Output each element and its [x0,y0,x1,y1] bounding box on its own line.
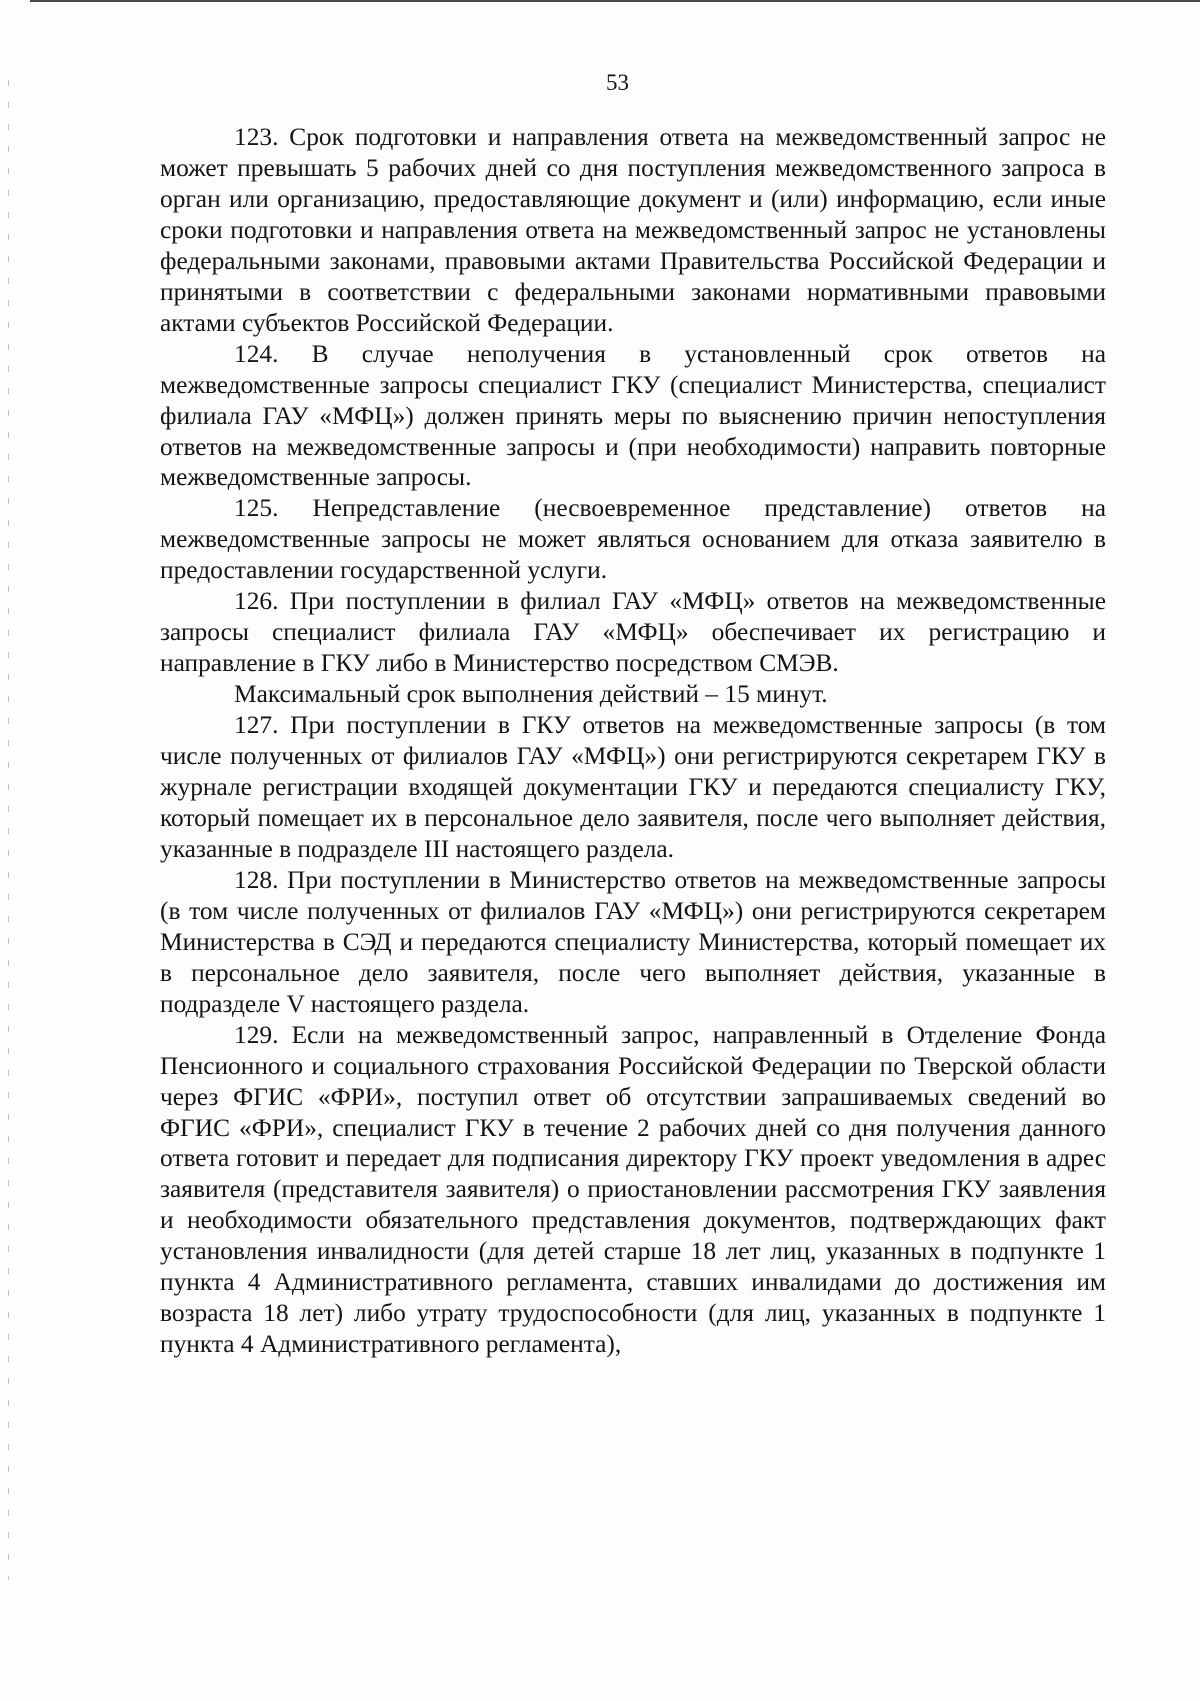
paragraph-max-time: Максимальный срок выполнения действий – 15 минут. [234,680,828,709]
paragraph-128: 128. При поступлении в Министерство ответов на межведомственные запросы (в том числе полученных от филиалов ГАУ «МФЦ») они регистрируются секретарем Министерства в СЭД и передаются специалисту Министерства, который помещает их в персональное дело заявителя, после чего выполняет действия, указанные в подразделе V настоящего раздела. [160,865,1106,1018]
paragraph-124: 124. В случае неполучения в установленный срок ответов на межведомственные запросы специалист ГКУ (специалист Министерства, специалист филиала ГАУ «МФЦ») должен принять меры по выяснению причин непоступления ответов на межведомственные запросы и (при необходимости) направить повторные межведомственные запросы. [160,339,1106,492]
document-body [160,122,1106,1360]
paragraph-126: 126. При поступлении в филиал ГАУ «МФЦ» ответов на межведомственные запросы специалист филиала ГАУ «МФЦ» обеспечивает их регистрацию и направление в ГКУ либо в Министерство посредством СМЭВ. [160,587,1106,678]
paragraph-127: 127. При поступлении в ГКУ ответов на межведомственные запросы (в том числе полученных от филиалов ГАУ «МФЦ») они регистрируются секретарем ГКУ в журнале регистрации входящей документации ГКУ и передаются специалисту ГКУ, который помещает их в персональное дело заявителя, после чего выполняет действия, указанные в подразделе III настоящего раздела. [160,711,1106,863]
scan-left-edge [8,80,9,1580]
paragraph-129: 129. Если на межведомственный запрос, направленный в Отделение Фонда Пенсионного и социального страхования Российской Федерации по Тверской области через ФГИС «ФРИ», поступил ответ об отсутствии запрашиваемых сведений во ФГИС «ФРИ», специалист ГКУ в течение 2 рабочих дней со дня получения данного ответа готовит и передает для подписания директору ГКУ проект уведомления в адрес заявителя (представителя заявителя) о приостановлении рассмотрения ГКУ заявления и необходимости обязательного представления документов, подтверждающих факт установления инвалидности (для детей старше 18 лет лиц, указанных в подпункте 1 пункта 4 Административного регламента, ставших инвалидами до достижения им возраста 18 лет) либо утрату трудоспособности (для лиц, указанных в подпункте 1 пункта 4 Административного регламента), [160,1020,1106,1359]
paragraph-123: 123. Срок подготовки и направления ответа на межведомственный запрос не может превышать 5 рабочих дней со дня поступления межведомственного запроса в орган или организацию, предоставляющие документ и (или) информацию, если иные сроки подготовки и направления ответа на межведомственный запрос не установлены федеральными законами, правовыми актами Правительства Российской Федерации и принятыми в соответствии с федеральными законами нормативными правовыми актами субъектов Российской Федерации. [160,123,1106,337]
paragraph-125: 125. Непредставление (несвоевременное представление) ответов на межведомственные запросы не может являться основанием для отказа заявителю в предоставлении государственной услуги. [160,494,1106,585]
top-border-line [30,0,1200,2]
page-number: 53 [606,70,629,95]
